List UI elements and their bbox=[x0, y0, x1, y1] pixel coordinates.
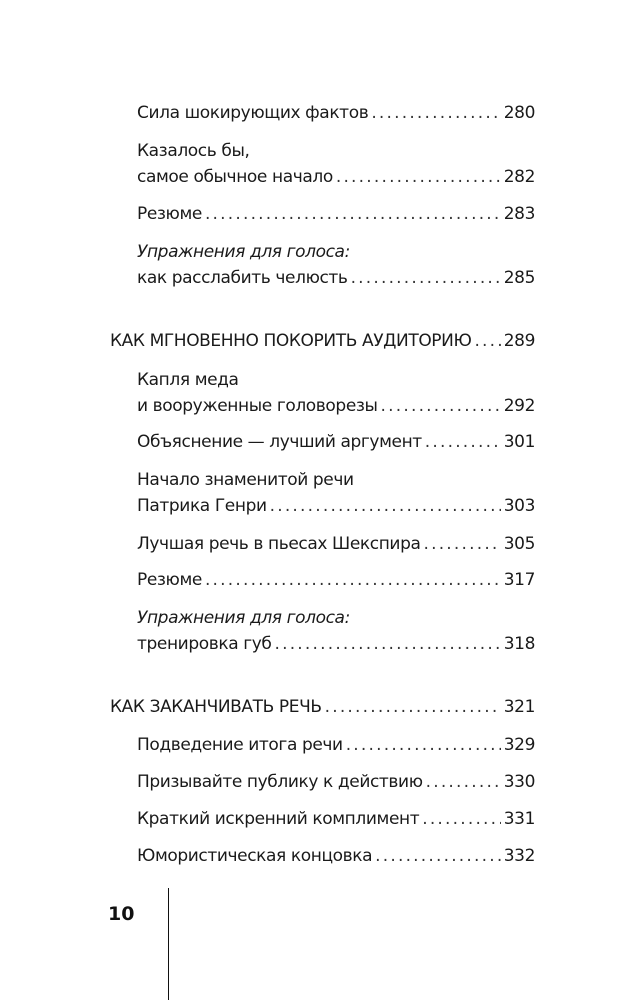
toc-entry-title: Казалось бы, bbox=[137, 141, 250, 161]
vertical-rule bbox=[168, 888, 169, 1000]
toc-entry-line bbox=[137, 469, 535, 491]
toc-page-number: 301 bbox=[503, 432, 535, 452]
toc-entry-title: Упражнения для голоса: bbox=[137, 242, 350, 262]
toc-page-number: 303 bbox=[503, 496, 535, 516]
toc-entry-title: Сила шокирующих фактов bbox=[137, 103, 369, 123]
toc-entry-title: Резюме bbox=[137, 204, 202, 224]
toc-page-number: 318 bbox=[503, 634, 535, 654]
dot-leader bbox=[346, 734, 501, 756]
toc-chapter-line bbox=[110, 330, 535, 352]
dot-leader bbox=[375, 845, 501, 867]
dot-leader bbox=[205, 203, 501, 225]
toc-entry-title: Упражнения для голоса: bbox=[137, 608, 350, 628]
toc-entry-title: и вооруженные головорезы bbox=[137, 396, 378, 416]
toc-entry-title: КАК ЗАКАНЧИВАТЬ РЕЧЬ bbox=[110, 697, 322, 717]
toc-entry-title: самое обычное начало bbox=[137, 167, 333, 187]
toc-entry-line bbox=[137, 734, 535, 756]
dot-leader bbox=[270, 495, 501, 517]
toc-page-number: 332 bbox=[503, 846, 535, 866]
toc-page-number: 285 bbox=[503, 268, 535, 288]
toc-page-number: 282 bbox=[503, 167, 535, 187]
toc-page-number: 331 bbox=[503, 809, 535, 829]
dot-leader bbox=[371, 102, 500, 124]
dot-leader bbox=[275, 633, 501, 655]
toc-entry-line bbox=[137, 633, 535, 655]
toc-entry-line bbox=[137, 607, 535, 629]
toc-entry-title: Капля меда bbox=[137, 370, 239, 390]
toc-entry-line bbox=[137, 203, 535, 225]
dot-leader bbox=[425, 431, 501, 453]
toc-page-number: 280 bbox=[503, 103, 535, 123]
toc-page-number: 329 bbox=[503, 735, 535, 755]
toc-entry-line bbox=[137, 771, 535, 793]
toc-entry-line bbox=[137, 431, 535, 453]
toc-entry-title: Начало знаменитой речи bbox=[137, 470, 354, 490]
toc-entry-title: Патрика Генри bbox=[137, 496, 267, 516]
dot-leader bbox=[351, 267, 501, 289]
dot-leader bbox=[474, 330, 500, 352]
dot-leader bbox=[426, 771, 501, 793]
toc-entry-line bbox=[137, 140, 535, 162]
toc-page-number: 330 bbox=[503, 772, 535, 792]
toc-page-number: 289 bbox=[503, 331, 535, 351]
toc-page-number: 317 bbox=[503, 570, 535, 590]
toc-entry-line bbox=[137, 808, 535, 830]
toc-entry-title: Объяснение — лучший аргумент bbox=[137, 432, 422, 452]
toc-entry-line bbox=[137, 533, 535, 555]
toc-page-number: 283 bbox=[503, 204, 535, 224]
dot-leader bbox=[336, 166, 501, 188]
page-number: 10 bbox=[108, 903, 135, 925]
toc-page-number: 292 bbox=[503, 396, 535, 416]
toc-entry-title: как расслабить челюсть bbox=[137, 268, 348, 288]
dot-leader bbox=[381, 395, 501, 417]
dot-leader bbox=[422, 808, 501, 830]
toc-entry-line bbox=[137, 495, 535, 517]
toc-entry-line bbox=[137, 369, 535, 391]
toc-entry-line bbox=[137, 241, 535, 263]
toc-entry-title: Лучшая речь в пьесах Шекспира bbox=[137, 534, 421, 554]
dot-leader bbox=[205, 569, 501, 591]
toc-entry-title: Подведение итога речи bbox=[137, 735, 343, 755]
toc-entry-title: Призывайте публику к действию bbox=[137, 772, 423, 792]
toc-entry-title: Юмористическая концовка bbox=[137, 846, 373, 866]
toc-entry-line bbox=[137, 569, 535, 591]
toc-entry-title: КАК МГНОВЕННО ПОКОРИТЬ АУДИТОРИЮ bbox=[110, 331, 472, 351]
toc-entry-title: тренировка губ bbox=[137, 634, 272, 654]
toc-entry-title: Краткий искренний комплимент bbox=[137, 809, 420, 829]
toc-page-number: 305 bbox=[503, 534, 535, 554]
toc-entry-line bbox=[137, 395, 535, 417]
dot-leader bbox=[423, 533, 500, 555]
dot-leader bbox=[325, 696, 501, 718]
toc-entry-line bbox=[137, 267, 535, 289]
toc-entry-line bbox=[137, 845, 535, 867]
toc-entry-title: Резюме bbox=[137, 570, 202, 590]
toc-entry-line bbox=[137, 166, 535, 188]
toc-entry-line bbox=[137, 102, 535, 124]
toc-chapter-line bbox=[110, 696, 535, 718]
toc-page-number: 321 bbox=[503, 697, 535, 717]
